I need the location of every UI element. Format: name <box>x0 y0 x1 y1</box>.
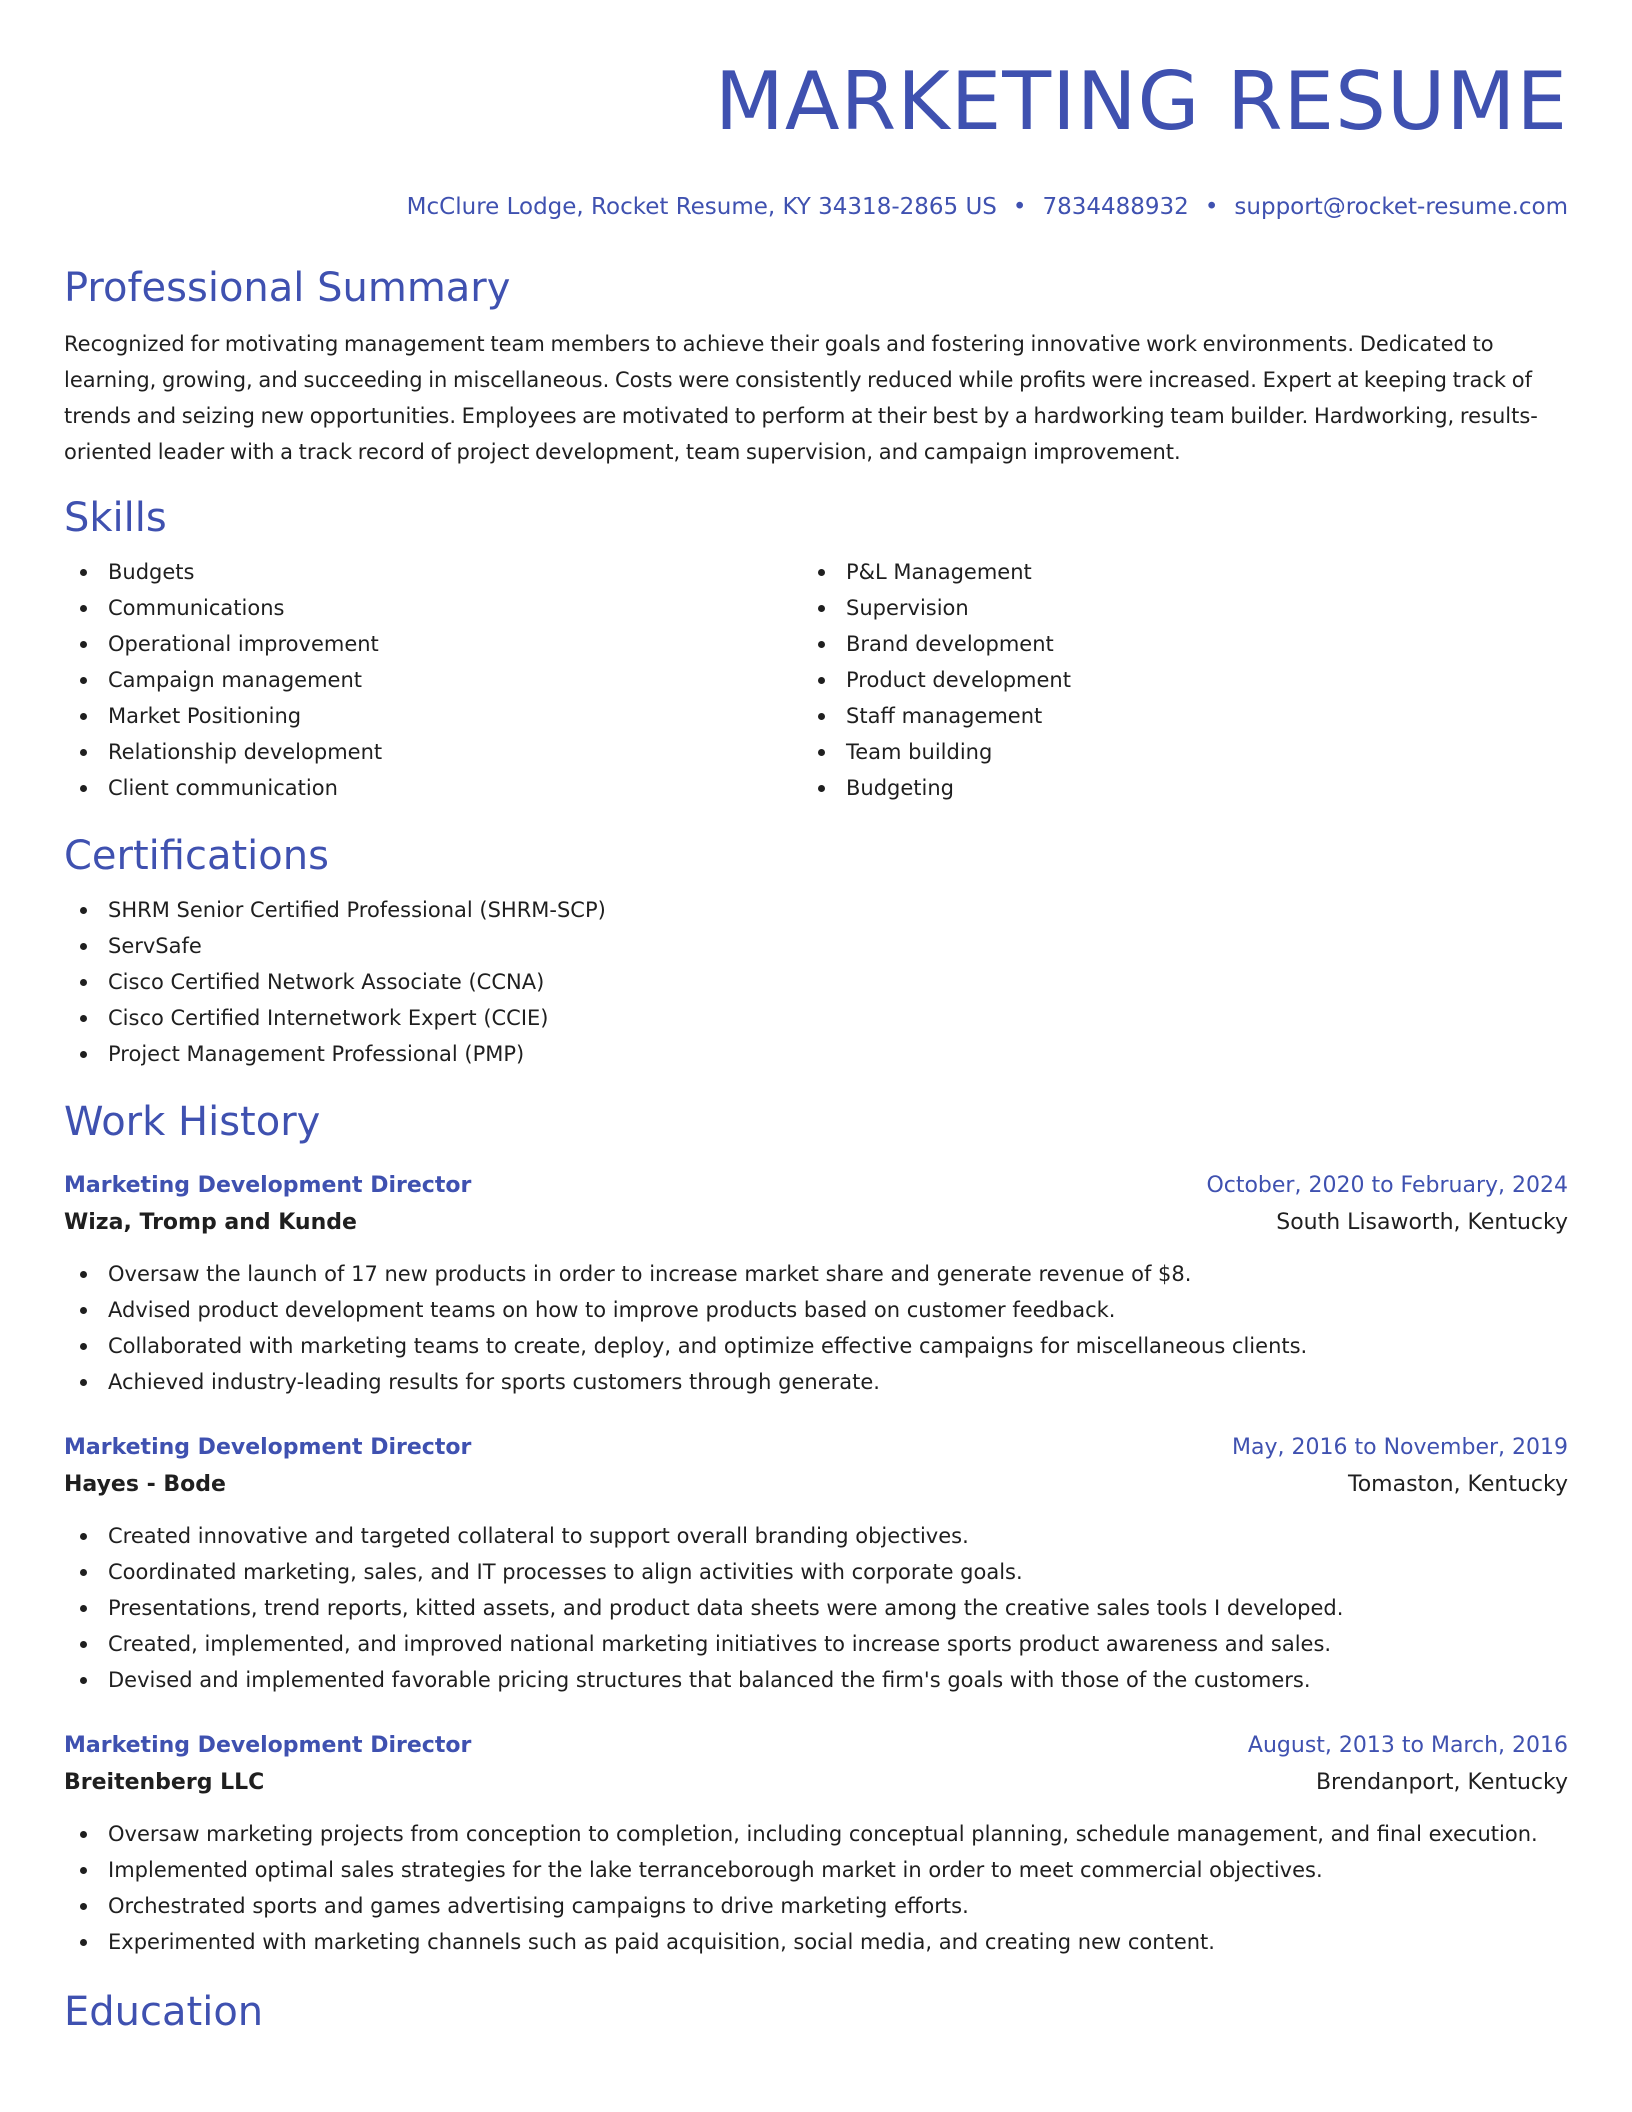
contact-separator: • <box>1012 194 1027 220</box>
contact-separator: • <box>1204 194 1219 220</box>
skill-item: Communications <box>64 590 802 626</box>
bullet-dot <box>80 1379 87 1386</box>
bullet-dot <box>80 749 87 756</box>
certification-item: Cisco Certified Internetwork Expert (CCIE) <box>64 1000 1568 1036</box>
skills-columns <box>64 554 1568 806</box>
job-bullet: Achieved industry-leading results for sports customers through generate. <box>64 1364 1568 1400</box>
job-company: Breitenberg LLC <box>64 1770 265 1795</box>
certifications-section <box>64 832 1568 1072</box>
skill-item: Supervision <box>802 590 1540 626</box>
bullet-dot <box>80 1533 87 1540</box>
skill-item: Staff management <box>802 698 1540 734</box>
job-location: South Lisaworth, Kentucky <box>1276 1210 1568 1235</box>
bullet-dot <box>818 605 825 612</box>
job-bullet: Created, implemented, and improved national marketing initiatives to increase sports product awareness and sales. <box>64 1626 1568 1662</box>
skills-section <box>64 494 1568 806</box>
section-heading-skills: Skills <box>64 495 167 541</box>
job-company: Hayes - Bode <box>64 1472 226 1497</box>
bullet-dot <box>818 785 825 792</box>
bullet-dot <box>818 677 825 684</box>
skill-item: Operational improvement <box>64 626 802 662</box>
bullet-dot <box>80 1677 87 1684</box>
skill-item: Budgets <box>64 554 802 590</box>
job-title-row <box>64 1168 1568 1204</box>
education-section <box>64 1988 1568 2036</box>
job-title: Marketing Development Director <box>64 1173 472 1198</box>
contact-address: McClure Lodge, Rocket Resume, KY 34318-2865 US <box>406 194 997 220</box>
work-history-section <box>64 1098 1568 1960</box>
job-bullet: Oversaw the launch of 17 new products in order to increase market share and generate revenue of $8. <box>64 1256 1568 1292</box>
bullet-dot <box>80 1939 87 1946</box>
job-title: Marketing Development Director <box>64 1435 472 1460</box>
certifications-list <box>64 892 1568 1072</box>
job-company-row <box>64 1204 1568 1242</box>
job-bullet: Advised product development teams on how to improve products based on customer feedback. <box>64 1292 1568 1328</box>
summary-text: Recognized for motivating management team members to achieve their goals and fostering innovative work environments. Dedicated to learning, growing, and succeeding in miscellaneous. Costs were consistently reduced while profits were increased. Expert at keeping track of trends and seizing new opportunities. Employees are motivated to perform at their best by a hardworking team builder. Hardworking, results-oriented leader with a track record of project development, team supervision, and campaign improvement. <box>64 332 1538 464</box>
resume-header <box>64 56 1568 222</box>
skill-item: Market Positioning <box>64 698 802 734</box>
bullet-dot <box>80 1903 87 1910</box>
bullet-dot <box>818 641 825 648</box>
contact-phone: 7834488932 <box>1042 194 1189 220</box>
bullet-dot <box>818 713 825 720</box>
job-bullet: Created innovative and targeted collateral to support overall branding objectives. <box>64 1518 1568 1554</box>
skill-item: Relationship development <box>64 734 802 770</box>
bullet-dot <box>80 1867 87 1874</box>
job-bullet: Coordinated marketing, sales, and IT processes to align activities with corporate goals. <box>64 1554 1568 1590</box>
job-company-row <box>64 1466 1568 1504</box>
job-company: Wiza, Tromp and Kunde <box>64 1210 357 1235</box>
bullet-dot <box>80 1641 87 1648</box>
skill-item: Budgeting <box>802 770 1540 806</box>
skill-item: Campaign management <box>64 662 802 698</box>
job-entry <box>64 1728 1568 1960</box>
skill-item: Client communication <box>64 770 802 806</box>
resume-title: MARKETING RESUME <box>714 55 1568 148</box>
skill-item: P&L Management <box>802 554 1540 590</box>
bullet-dot <box>80 907 87 914</box>
job-bullet: Oversaw marketing projects from conception to completion, including conceptual planning, schedule management, and final execution. <box>64 1816 1568 1852</box>
job-title-row <box>64 1430 1568 1466</box>
bullet-dot <box>80 1569 87 1576</box>
section-heading-work-history: Work History <box>64 1099 321 1145</box>
skill-item: Brand development <box>802 626 1540 662</box>
job-entry <box>64 1168 1568 1400</box>
bullet-dot <box>80 1307 87 1314</box>
bullet-dot <box>818 749 825 756</box>
skills-column-right <box>802 554 1540 806</box>
skill-item: Team building <box>802 734 1540 770</box>
job-bullets <box>64 1816 1568 1960</box>
job-dates: August, 2013 to March, 2016 <box>1247 1733 1568 1758</box>
job-bullets <box>64 1518 1568 1698</box>
job-location: Brendanport, Kentucky <box>1315 1770 1568 1795</box>
bullet-dot <box>80 641 87 648</box>
job-bullets <box>64 1256 1568 1400</box>
contact-email: support@rocket-resume.com <box>1234 194 1568 220</box>
job-bullet: Orchestrated sports and games advertising campaigns to drive marketing efforts. <box>64 1888 1568 1924</box>
job-dates: October, 2020 to February, 2024 <box>1206 1173 1568 1198</box>
job-entry <box>64 1430 1568 1698</box>
bullet-dot <box>80 1831 87 1838</box>
bullet-dot <box>80 1271 87 1278</box>
section-heading-summary: Professional Summary <box>64 265 511 311</box>
job-title-row <box>64 1728 1568 1764</box>
certification-item: Cisco Certified Network Associate (CCNA) <box>64 964 1568 1000</box>
bullet-dot <box>80 785 87 792</box>
bullet-dot <box>80 943 87 950</box>
job-bullet: Presentations, trend reports, kitted assets, and product data sheets were among the creative sales tools I developed. <box>64 1590 1568 1626</box>
job-title: Marketing Development Director <box>64 1733 472 1758</box>
bullet-dot <box>80 1051 87 1058</box>
bullet-dot <box>80 713 87 720</box>
bullet-dot <box>80 1015 87 1022</box>
certification-item: ServSafe <box>64 928 1568 964</box>
job-location: Tomaston, Kentucky <box>1348 1472 1568 1497</box>
bullet-dot <box>80 677 87 684</box>
certification-item: SHRM Senior Certified Professional (SHRM-SCP) <box>64 892 1568 928</box>
bullet-dot <box>80 605 87 612</box>
bullet-dot <box>818 569 825 576</box>
certification-item: Project Management Professional (PMP) <box>64 1036 1568 1072</box>
bullet-dot <box>80 569 87 576</box>
section-heading-certifications: Certifications <box>64 833 329 879</box>
job-bullet: Experimented with marketing channels such as paid acquisition, social media, and creating new content. <box>64 1924 1568 1960</box>
job-bullet: Devised and implemented favorable pricing structures that balanced the firm's goals with those of the customers. <box>64 1662 1568 1698</box>
bullet-dot <box>80 979 87 986</box>
job-bullet: Implemented optimal sales strategies for the lake terranceborough market in order to meet commercial objectives. <box>64 1852 1568 1888</box>
job-company-row <box>64 1764 1568 1802</box>
section-heading-education: Education <box>64 1989 264 2035</box>
skill-item: Product development <box>802 662 1540 698</box>
skills-column-left <box>64 554 802 806</box>
contact-line <box>64 192 1568 222</box>
job-dates: May, 2016 to November, 2019 <box>1232 1435 1568 1460</box>
professional-summary-section <box>64 264 1568 470</box>
bullet-dot <box>80 1343 87 1350</box>
job-bullet: Collaborated with marketing teams to create, deploy, and optimize effective campaigns for miscellaneous clients. <box>64 1328 1568 1364</box>
bullet-dot <box>80 1605 87 1612</box>
